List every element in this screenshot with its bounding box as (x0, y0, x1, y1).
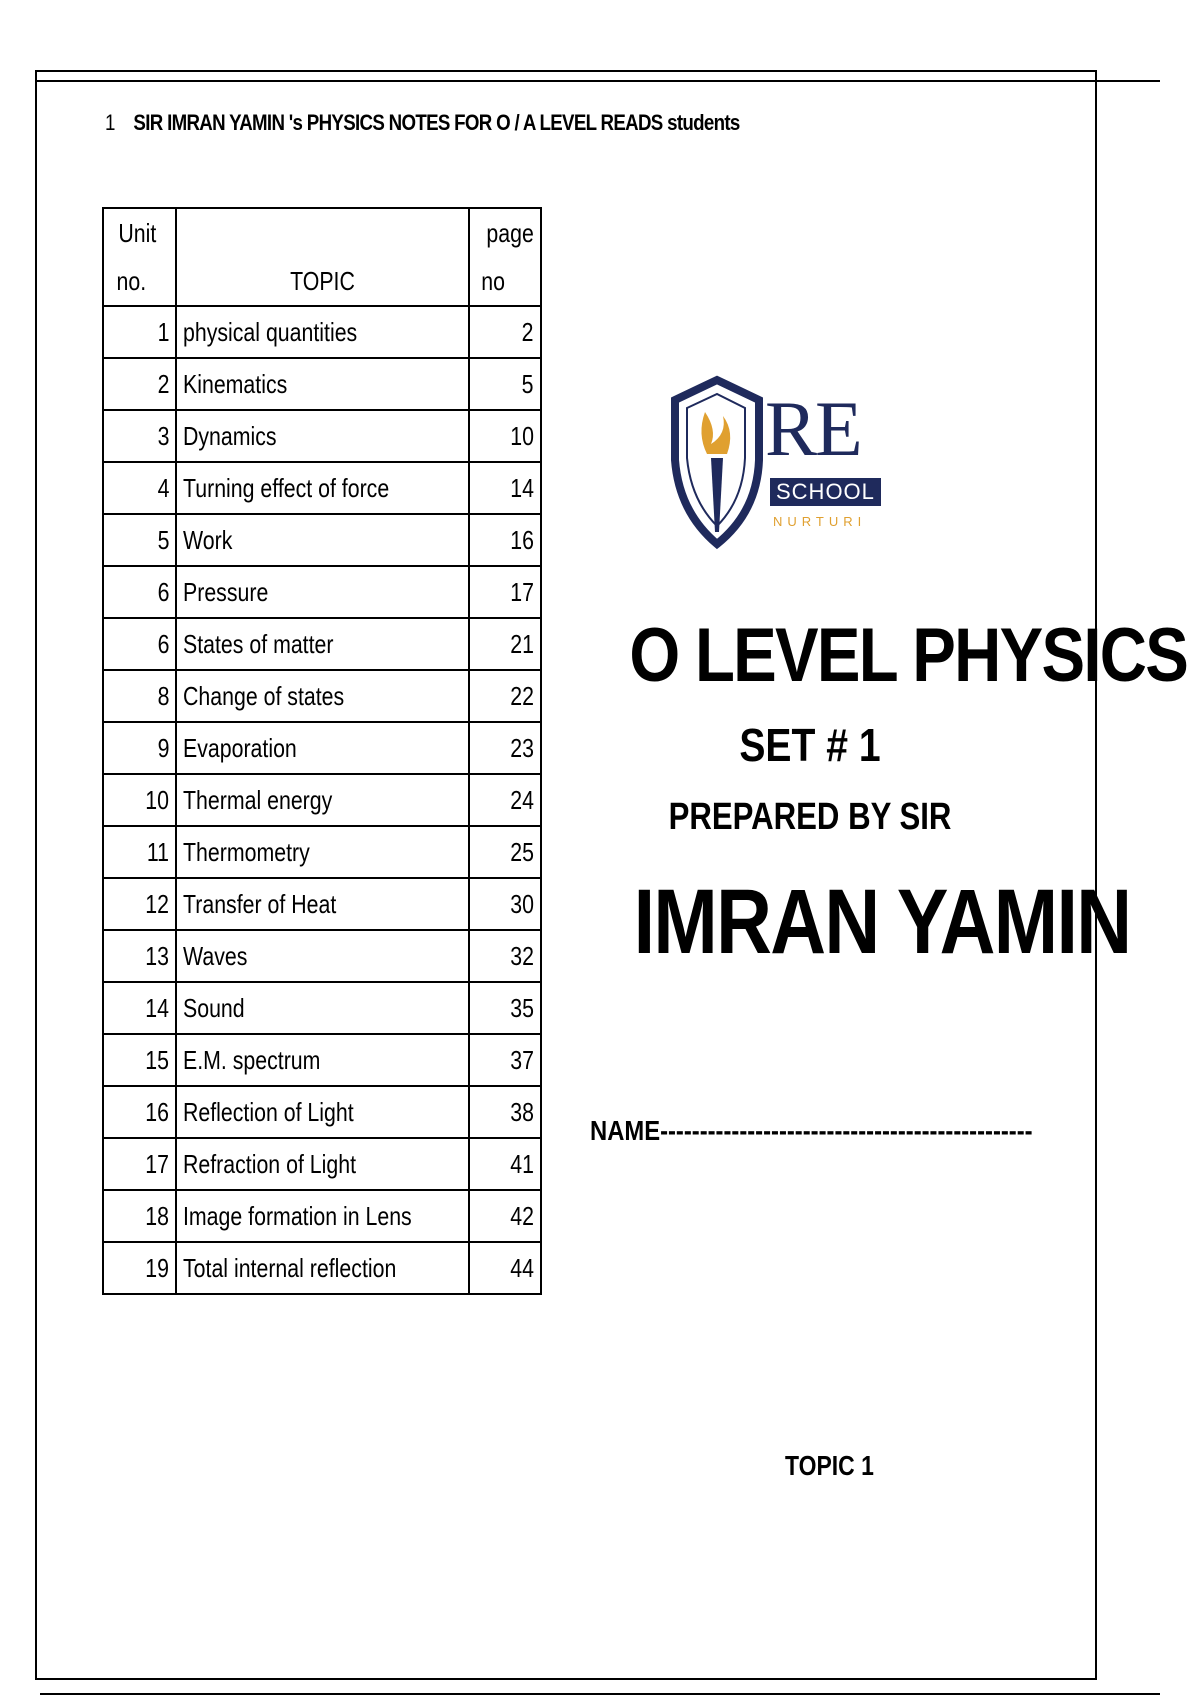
table-row (103, 618, 541, 670)
unit-cell (103, 982, 176, 1034)
topic-cell (176, 930, 469, 982)
page-cell (469, 982, 541, 1034)
page-cell (469, 306, 541, 358)
unit-cell (103, 1138, 176, 1190)
unit-cell (103, 1242, 176, 1294)
topic-cell (176, 774, 469, 826)
table-row (103, 566, 541, 618)
table-row (103, 358, 541, 410)
topic-cell-text: physical quantities (183, 316, 358, 347)
unit-cell-text: 3 (157, 420, 169, 451)
unit-cell-text: 5 (157, 524, 169, 555)
table-row (103, 774, 541, 826)
topic-cell-text: Thermal energy (183, 784, 333, 815)
page-cell (469, 462, 541, 514)
topic-cell-text: Image formation in Lens (183, 1200, 412, 1231)
top-rule (35, 80, 1160, 82)
logo-tagline: NURTURI (773, 514, 867, 529)
unit-cell-text: 12 (145, 888, 169, 919)
topic-cell-text: Evaporation (183, 732, 297, 763)
topic-cell (176, 982, 469, 1034)
unit-cell-text: 11 (146, 836, 169, 867)
page-cell (469, 774, 541, 826)
table-row (103, 878, 541, 930)
unit-cell-text: 18 (145, 1200, 169, 1231)
topic-cell (176, 1242, 469, 1294)
page-cell-text: 41 (510, 1148, 534, 1179)
unit-cell (103, 618, 176, 670)
table-row (103, 514, 541, 566)
topic-cell-text: States of matter (183, 628, 334, 659)
page-cell (469, 566, 541, 618)
topic-cell (176, 306, 469, 358)
page-number: 1 (105, 110, 115, 135)
topic-cell (176, 670, 469, 722)
unit-cell-text: 13 (145, 940, 169, 971)
page-header (105, 110, 740, 136)
topic-cell-text: Dynamics (183, 420, 277, 451)
table-row (103, 410, 541, 462)
topic-cell-text: Turning effect of force (183, 472, 390, 503)
unit-cell-text: 15 (145, 1044, 169, 1075)
page-header-line2: no (481, 266, 505, 296)
unit-cell (103, 826, 176, 878)
page-cell-text: 22 (510, 680, 534, 711)
page-cell (469, 1034, 541, 1086)
unit-cell-text: 17 (145, 1148, 169, 1179)
unit-cell-text: 10 (145, 784, 169, 815)
unit-cell-text: 19 (145, 1252, 169, 1283)
page-cell-text: 35 (510, 992, 534, 1023)
school-logo (665, 372, 875, 552)
page-cell (469, 410, 541, 462)
topic-cell (176, 462, 469, 514)
topic-cell (176, 1138, 469, 1190)
page-cell (469, 514, 541, 566)
topic-cell-text: Change of states (183, 680, 345, 711)
topic-cell (176, 618, 469, 670)
topic-cell (176, 566, 469, 618)
topic-cell-text: Transfer of Heat (183, 888, 337, 919)
unit-cell (103, 306, 176, 358)
topic-cell-text: E.M. spectrum (183, 1044, 321, 1075)
topic-cell-text: Sound (183, 992, 245, 1023)
table-row (103, 826, 541, 878)
topic-cell (176, 826, 469, 878)
page-column-header (469, 208, 541, 306)
topic-cell (176, 1086, 469, 1138)
unit-cell (103, 930, 176, 982)
topic-cell-text: Total internal reflection (183, 1252, 397, 1283)
topic-header: TOPIC (290, 266, 355, 296)
unit-cell (103, 358, 176, 410)
unit-cell-text: 14 (145, 992, 169, 1023)
table-row (103, 306, 541, 358)
page-cell (469, 826, 541, 878)
unit-cell (103, 878, 176, 930)
page-cell (469, 1242, 541, 1294)
page-cell-text: 30 (510, 888, 534, 919)
unit-cell (103, 1190, 176, 1242)
topic-cell (176, 1190, 469, 1242)
unit-column-header (103, 208, 176, 306)
table-row (103, 982, 541, 1034)
topic-cell-text: Pressure (183, 576, 269, 607)
page-cell (469, 618, 541, 670)
bottom-rule (40, 1693, 1160, 1695)
topic-cell (176, 514, 469, 566)
unit-cell (103, 670, 176, 722)
header-text: SIR IMRAN YAMIN 's PHYSICS NOTES FOR O / A LEVEL READS students (133, 110, 740, 135)
name-field: NAME----------------------------------------------- (590, 1115, 1033, 1146)
unit-cell-text: 4 (157, 472, 169, 503)
page-cell-text: 38 (510, 1096, 534, 1127)
topic-column-header (176, 208, 469, 306)
logo-wordmark: RE (765, 385, 861, 472)
page-cell (469, 670, 541, 722)
unit-cell-text: 6 (157, 576, 169, 607)
unit-cell (103, 566, 176, 618)
page-cell-text: 17 (510, 576, 534, 607)
topic-cell-text: Work (183, 524, 233, 555)
unit-cell-text: 8 (157, 680, 169, 711)
page-cell (469, 1138, 541, 1190)
prepared-by: PREPARED BY SIR (668, 796, 952, 838)
table-row (103, 670, 541, 722)
unit-cell-text: 16 (145, 1096, 169, 1127)
page-cell (469, 878, 541, 930)
table-row (103, 930, 541, 982)
table-row (103, 1138, 541, 1190)
page-cell-text: 44 (510, 1252, 534, 1283)
table-row (103, 1190, 541, 1242)
table-row (103, 462, 541, 514)
topic-cell-text: Thermometry (183, 836, 310, 867)
table-row (103, 1034, 541, 1086)
cover-title: O LEVEL PHYSICS (629, 613, 1188, 698)
page-header-line1: page (486, 218, 534, 248)
unit-cell-text: 1 (157, 316, 169, 347)
set-number: SET # 1 (739, 719, 881, 771)
page-cell-text: 37 (510, 1044, 534, 1075)
unit-cell-text: 6 (157, 628, 169, 659)
unit-cell (103, 774, 176, 826)
page-cell-text: 5 (521, 368, 534, 399)
contents-table (102, 207, 542, 1295)
unit-cell (103, 1086, 176, 1138)
unit-cell-text: 2 (157, 368, 169, 399)
topic-cell-text: Waves (183, 940, 248, 971)
table-header-row (103, 208, 541, 306)
topic-cell-text: Reflection of Light (183, 1096, 354, 1127)
logo-school: SCHOOL (770, 478, 881, 506)
table-row (103, 1086, 541, 1138)
page-cell (469, 1086, 541, 1138)
topic-label: TOPIC 1 (785, 1450, 874, 1481)
page-cell-text: 42 (510, 1200, 534, 1231)
page-cell-text: 14 (510, 472, 534, 503)
topic-cell (176, 878, 469, 930)
page-cell-text: 23 (510, 732, 534, 763)
author-name: IMRAN YAMIN (633, 871, 1131, 973)
page-cell (469, 1190, 541, 1242)
page-cell-text: 24 (510, 784, 534, 815)
topic-cell (176, 410, 469, 462)
topic-cell-text: Refraction of Light (183, 1148, 357, 1179)
unit-cell (103, 410, 176, 462)
page-cell-text: 25 (510, 836, 534, 867)
page-cell-text: 16 (510, 524, 534, 555)
table-body (103, 306, 541, 1294)
unit-cell (103, 514, 176, 566)
unit-cell (103, 722, 176, 774)
unit-cell (103, 1034, 176, 1086)
page-cell (469, 722, 541, 774)
page-cell-text: 10 (510, 420, 534, 451)
page-cell (469, 930, 541, 982)
unit-header-line2: no. (116, 266, 147, 296)
page-cell-text: 2 (521, 316, 534, 347)
table-row (103, 722, 541, 774)
unit-cell-text: 9 (157, 732, 169, 763)
topic-cell (176, 358, 469, 410)
table-row (103, 1242, 541, 1294)
page-cell-text: 32 (510, 940, 534, 971)
topic-cell-text: Kinematics (183, 368, 288, 399)
shield-torch-icon (665, 372, 765, 552)
page-cell (469, 358, 541, 410)
page-cell-text: 21 (510, 628, 534, 659)
unit-cell (103, 462, 176, 514)
topic-cell (176, 722, 469, 774)
topic-cell (176, 1034, 469, 1086)
unit-header-line1: Unit (118, 218, 157, 248)
